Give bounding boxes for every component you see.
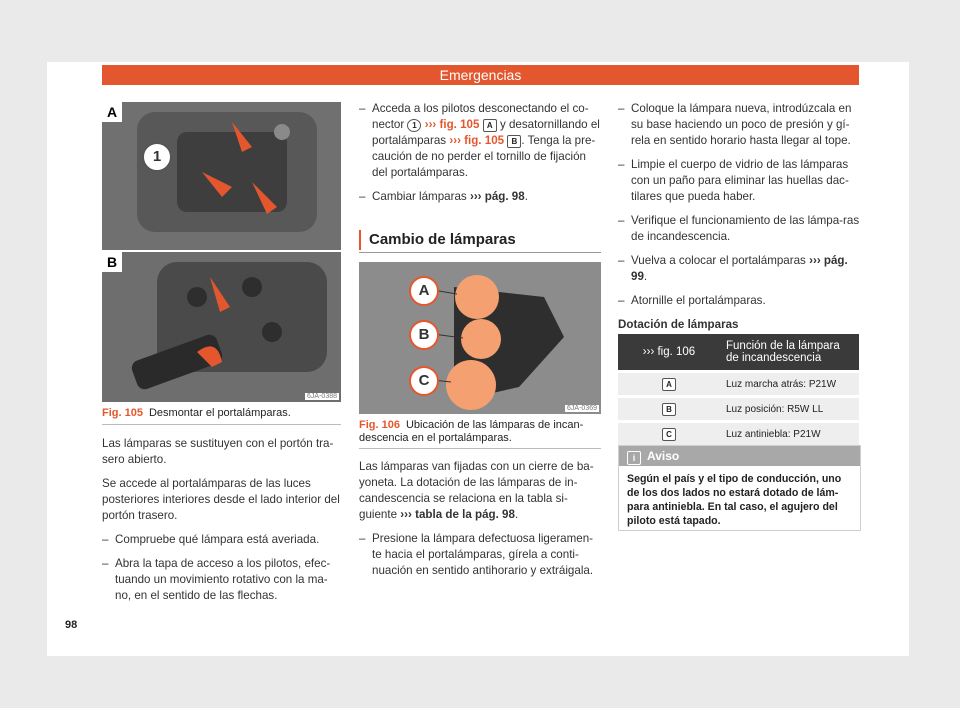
box-a-inline: A [483, 119, 497, 132]
figure-105-panel-b [102, 252, 341, 402]
figure-105-caption [102, 407, 341, 420]
table-cell-value: Luz posición: R5W LL [720, 397, 859, 422]
figure-105-caption-text: Desmontar el portalámparas. [148, 407, 291, 419]
col3-bullet-5: – Atornille el portalámparas. [618, 293, 860, 309]
page-number: 98 [65, 619, 78, 631]
box-c: C [662, 428, 676, 441]
figure-105-code: 6JA-0388 [307, 393, 337, 400]
aviso-header [619, 446, 860, 466]
table-page-98-link[interactable]: ››› tabla de la pág. 98 [400, 508, 515, 521]
lamp-access-photo-b [102, 252, 341, 402]
table-header-function: Función de la lámpara de incandescencia [720, 334, 859, 372]
col3-bullet-4 [618, 253, 860, 285]
figure-106-caption-text: Ubicación de las lámparas de incan-descencia en el portalámparas. [359, 419, 584, 444]
section-title-cambio: Cambio de lámparas [359, 230, 516, 250]
column-3 [618, 101, 860, 341]
col2-bullet-2-post: . [524, 190, 528, 203]
table-title: Dotación de lámparas [618, 318, 739, 331]
info-icon: i [627, 451, 641, 465]
figure-105-label-a: A [102, 102, 122, 122]
column-2 [359, 101, 601, 213]
col2-bullet-1-text-mid: y desatornillando el portalámparas [372, 118, 600, 147]
col2-paragraph-1 [359, 459, 601, 523]
col2-paragraph-1-text: Las lámparas van fijadas con un cierre de ba-yoneta. La dotación de las lámparas de in-candescencia se relaciona en la tabla si-guiente [359, 460, 594, 521]
table-header-row [618, 334, 859, 372]
section-divider [359, 252, 601, 253]
table-cell-value: Luz antiniebla: P21W [720, 422, 859, 446]
aviso-box [618, 445, 861, 531]
figure-106 [359, 262, 601, 414]
col1-paragraph-2: Se accede al portalámparas de las luces posteriores interiores desde el lado interior del portón trasero. [102, 477, 340, 522]
marker-1-inline: 1 [407, 119, 421, 132]
column-1 [102, 436, 342, 612]
figure-105-label-b: B [102, 252, 122, 272]
col2-bullet-2-text: Cambiar lámparas [372, 190, 467, 203]
table-row [618, 372, 859, 397]
figure-105-marker-1: 1 [142, 142, 172, 172]
col3-bullet-1: – Coloque la lámpara nueva, introdúzcala en su base haciendo un poco de presión y gí-rela en sentido horario hasta llegar al tope. [618, 101, 860, 149]
col3-bullet-4-text: Vuelva a colocar el portalámparas [631, 254, 806, 267]
col2-bullet-1-text-pre: Acceda a los pilotos desconectando el co-nector [372, 102, 589, 131]
figure-106-label-b: B [409, 320, 439, 350]
table-row [618, 422, 859, 446]
col2-bullet-1 [359, 101, 601, 181]
page-header: Emergencias [102, 65, 859, 85]
figure-105-divider [102, 424, 341, 425]
col3-bullet-2: – Limpie el cuerpo de vidrio de las lámparas con un paño para eliminar las huellas dac-tilares que pueda haber. [618, 157, 860, 205]
box-b-inline: B [507, 135, 521, 148]
col2-bullet-1-text-post: . Tenga la pre-caución de no perder el tornillo de fijación del portalámparas. [372, 134, 596, 179]
table-cell-key [618, 372, 720, 397]
table-row [618, 397, 859, 422]
fig-105-link-1[interactable]: ››› fig. 105 [424, 118, 480, 131]
figure-106-code: 6JA-0369 [567, 405, 597, 412]
page-98-link[interactable]: ››› pág. 98 [469, 190, 525, 203]
lamp-holder-illustration [359, 262, 601, 414]
figure-106-divider [359, 448, 601, 449]
lamp-access-photo-a [102, 102, 341, 250]
figure-106-label-a: A [409, 276, 439, 306]
page-99-link[interactable]: ››› pág. 99 [631, 254, 848, 283]
table-header-fig: ››› fig. 106 [618, 334, 720, 372]
col1-bullet-2: – Abra la tapa de acceso a los pilotos, efec-tuando un movimiento rotativo con la ma-no, en el sentido de las flechas. [102, 556, 342, 604]
box-a: A [662, 378, 676, 391]
figure-105-panel-a [102, 102, 341, 250]
col1-bullet-1: – Compruebe qué lámpara está averiada. [102, 532, 342, 548]
column-2-lower [359, 459, 601, 587]
table-cell-key [618, 397, 720, 422]
col2-bullet-2 [359, 189, 601, 205]
col3-bullet-4-post: . [643, 270, 648, 283]
figure-105-number: Fig. 105 [102, 407, 143, 419]
fig-105-link-2[interactable]: ››› fig. 105 [449, 134, 505, 147]
aviso-text: Según el país y el tipo de conducción, uno de los dos lados no estará dotado de lám-para antiniebla. En tal caso, el agujero del piloto está tapado. [627, 473, 842, 527]
col2-bullet-3: – Presione la lámpara defectuosa ligeramen-te hacia el portalámparas, gírela a conti-nuación en sentido antihorario y extráigala. [359, 531, 601, 579]
table-cell-key [618, 422, 720, 446]
col2-paragraph-1-post: . [514, 508, 519, 521]
col1-paragraph-1: Las lámparas se sustituyen con el portón tra-sero abierto. [102, 437, 334, 466]
lamp-table [618, 334, 859, 445]
box-b: B [662, 403, 676, 416]
table-cell-value: Luz marcha atrás: P21W [720, 372, 859, 397]
col3-bullet-3: – Verifique el funcionamiento de las lámpa-ras de incandescencia. [618, 213, 860, 245]
figure-106-label-c: C [409, 366, 439, 396]
figure-106-caption [359, 419, 601, 445]
aviso-title: Aviso [647, 449, 680, 463]
figure-106-number: Fig. 106 [359, 419, 400, 431]
